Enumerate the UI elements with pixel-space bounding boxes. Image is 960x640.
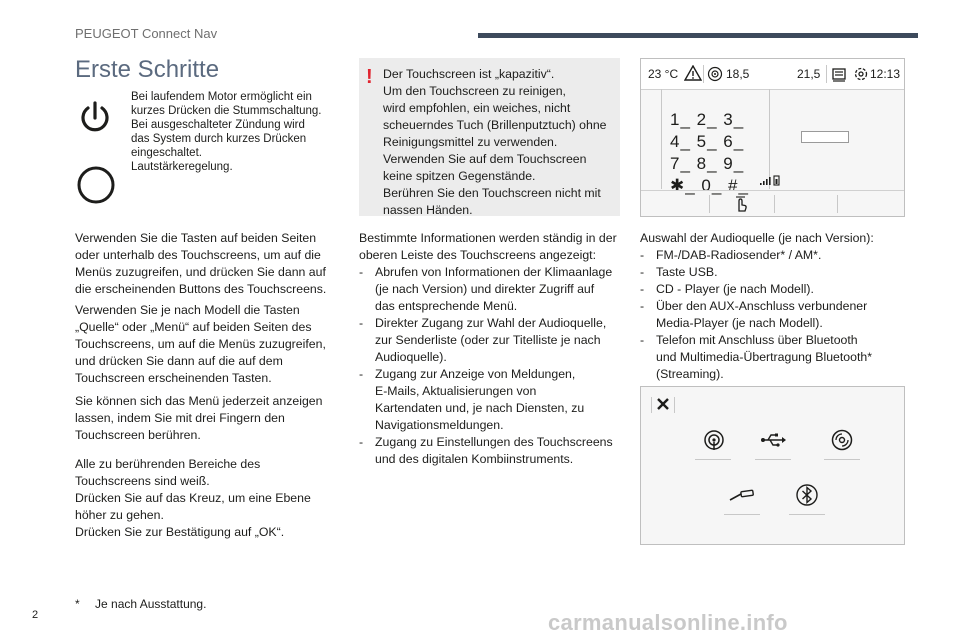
message-icon <box>831 66 847 82</box>
footnote-text: Je nach Ausstattung. <box>95 597 207 611</box>
close-icon[interactable] <box>656 397 670 411</box>
list-item: - Abrufen von Informationen der Klimaanlage (je nach Version) und direkter Zugriff auf das entsprechende Menü. <box>359 264 627 315</box>
list-item: - CD - Player (je nach Modell). <box>640 281 920 298</box>
list-item: - Über den AUX-Anschluss verbundener Media-Player (je nach Modell). <box>640 298 920 332</box>
page-number: 2 <box>32 609 39 621</box>
keypad-row: 4_ 5_ 6_ <box>670 132 745 151</box>
aux-icon <box>729 488 755 502</box>
touch-icon[interactable] <box>733 195 749 213</box>
list-item: - Zugang zur Anzeige von Meldungen, E-Mails, Aktualisierungen von Kartendaten und, je nach Diensten, zu Navigationsmeldungen. <box>359 366 627 434</box>
temperature-value-right: 21,5 <box>797 67 821 81</box>
keypad-row: 1_ 2_ 3_ <box>670 110 745 129</box>
watermark: carmanualsonline.info <box>548 610 788 635</box>
divider <box>674 397 675 413</box>
paragraph-touch-areas: Alle zu berührenden Bereiche des Touchscreens sind weiß. Drücken Sie auf das Kreuz, um eine Ebene höher zu gehen. Drücken Sie zur Bestätigung auf „OK“. <box>75 457 311 539</box>
clock: 12:13 <box>870 67 901 81</box>
page-title: Erste Schritte <box>75 56 220 83</box>
bluetooth-icon <box>795 483 819 507</box>
warning-triangle-icon <box>684 65 702 81</box>
audio-source-items <box>640 247 920 383</box>
signal-battery-icon <box>759 174 781 186</box>
aux-source-button[interactable] <box>724 482 760 515</box>
list-item: - Taste USB. <box>640 264 920 281</box>
status-bar <box>641 59 904 90</box>
warning-text: Der Touchscreen ist „kapazitiv“. Um den Touchscreen zu reinigen, wird empfohlen, ein weiches, nicht scheuerndes Tuch (Brillenputztuch) ohne Reinigungsmittel zu verwenden. Verwenden Sie auf dem Touchscreen keine spitzen Gegenstände. Berühren Sie den Touchscreen nicht mit nassen Händen. <box>383 67 607 217</box>
divider <box>703 65 704 83</box>
list-item: - Direkter Zugang zur Wahl der Audioquelle, zur Senderliste (oder zur Titelliste je nach Audioquelle). <box>359 315 627 366</box>
footnote <box>75 597 206 611</box>
middle-column: Bestimmte Informationen werden ständig in der oberen Leiste des Touchscreens angezeigt: - Abrufen von Informationen der Klimaanlage (je nach Version) und direkter Zugriff auf das entsprechende Menü. - Direkter Zugang zur Wahl der Audioquelle, zur Senderliste (oder zur Titelliste je nach Audioquelle). - Zugang zur Anzeige von Meldungen, E-Mails, Aktualisierungen von Kartendaten und, je nach Diensten, zu Navigationsmeldungen. - Zugang zu Einstellungen des Touchscreens und des digitalen Kombiinstruments. <box>359 230 627 468</box>
bluetooth-source-button[interactable] <box>789 482 825 515</box>
settings-icon[interactable] <box>853 66 869 82</box>
paragraph-source-menu: Verwenden Sie je nach Modell die Tasten „Quelle“ oder „Menü“ auf beiden Seiten des Touchscreens, um auf die Menüs zuzugreifen, und drücken Sie dann auf die auf dem Touchscreen erscheinenden Tasten. <box>75 303 326 385</box>
paragraph-buttons: Verwenden Sie die Tasten auf beiden Seiten oder unterhalb des Touchscreens, um auf die Menüs zuzugreifen, und drücken Sie dann auf die erscheinenden Buttons des Touchscreens. <box>75 231 327 296</box>
keypad-row: ✱_ 0_ #_ <box>670 176 749 195</box>
running-header: PEUGEOT Connect Nav <box>75 26 218 41</box>
usb-source-button[interactable] <box>755 427 791 460</box>
power-description: Bei laufendem Motor ermöglicht ein kurzes Drücken die Stummschaltung. Bei ausgeschalteter Zündung wird das System durch kurzes Drücken eingeschaltet. Lautstärkeregelung. <box>131 91 322 173</box>
keypad[interactable] <box>670 109 749 197</box>
temperature-left: 23 °C <box>648 67 679 81</box>
radio-icon <box>703 429 725 451</box>
touchscreen-illustration-top <box>640 58 905 217</box>
temperature-value-left: 18,5 <box>726 67 750 81</box>
footnote-mark: * <box>75 597 80 611</box>
topbar-info-list <box>359 264 627 468</box>
input-field-bar[interactable] <box>801 131 849 143</box>
cd-source-button[interactable] <box>824 427 860 460</box>
bottom-bar <box>641 190 904 217</box>
radio-source-button[interactable] <box>695 427 731 460</box>
audio-source-list: Auswahl der Audioquelle (je nach Version): - FM-/DAB-Radiosender* / AM*. - Taste USB. - CD - Player (je nach Modell). - Über den AUX-Anschluss verbundener Media-Player (je nach Modell). - Telefon mit Anschluss über Bluetooth und Multimedia-Übertragung Bluetooth* (Streaming). <box>640 230 920 383</box>
divider <box>826 65 827 83</box>
list-item: - Zugang zu Einstellungen des Touchscreens und des digitalen Kombiinstruments. <box>359 434 627 468</box>
divider <box>651 397 652 413</box>
list-item: - FM-/DAB-Radiosender* / AM*. <box>640 247 920 264</box>
header-bar <box>478 33 918 38</box>
cd-icon <box>831 429 853 451</box>
radio-icon <box>707 66 723 82</box>
usb-icon <box>760 433 786 447</box>
power-icon <box>76 98 114 136</box>
warning-mark: ! <box>366 66 373 88</box>
touchscreen-illustration-sources <box>640 386 905 545</box>
list-item: - Telefon mit Anschluss über Bluetooth und Multimedia-Übertragung Bluetooth* (Streaming). <box>640 332 920 383</box>
volume-knob-icon <box>76 165 114 203</box>
paragraph-three-fingers: Sie können sich das Menü jederzeit anzeigen lassen, indem Sie mit drei Fingern den Touchscreen berühren. <box>75 394 323 442</box>
keypad-row: 7_ 8_ 9_ <box>670 154 745 173</box>
